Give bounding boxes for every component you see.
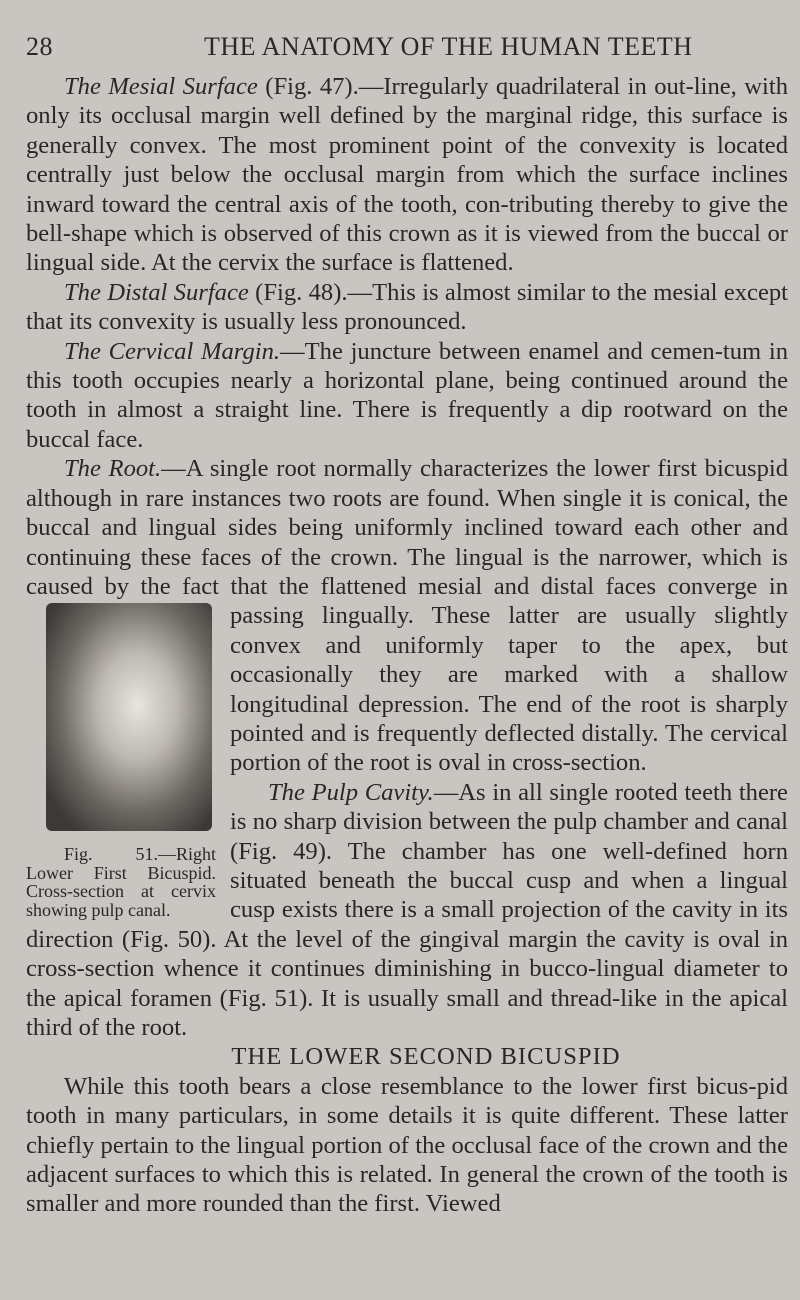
lead-pulp: The Pulp Cavity. bbox=[268, 778, 434, 806]
text-cervical: —The juncture between enamel and cemen-tum in this tooth occupies nearly a horizontal plane, being continued around the tooth in almost a straight line. There is frequently a dip rootward on the buccal face. bbox=[26, 337, 788, 453]
running-title: THE ANATOMY OF THE HUMAN TEETH bbox=[204, 32, 693, 61]
lead-mesial: The Mesial Surface bbox=[64, 73, 258, 100]
section-heading: THE LOWER SECOND BICUSPID bbox=[231, 1043, 621, 1071]
lead-cervical: The Cervical Margin. bbox=[64, 337, 281, 365]
lead-distal: The Distal Surface bbox=[64, 278, 249, 306]
paragraph-mesial-surface bbox=[26, 72, 788, 278]
paragraph-distal-surface bbox=[26, 278, 788, 337]
lead-root: The Root. bbox=[64, 455, 162, 483]
text-mesial: (Fig. 47).—Irregularly quadrilateral in out-line, with only its occlusal margin well defined by the marginal ridge, this surface is generally convex. The most prominent point of the convexity is located centrally just below the occlusal margin from which the surface inclines inward toward the central axis of the tooth, con-tributing thereby to give the bell-shape which is observed of this crown as it is viewed from the buccal or lingual side. At the cervix the surface is flattened. bbox=[26, 73, 788, 277]
text-root-before-figure: —A single root normally characterizes the lower first bicuspid although in rare instances two roots are found. When single it is conical, the buccal and lingual sides being uniformly inclined toward each other and continuing these faces of the crown. The lingual is the narrower, which is caused by the fact that the flattened mesial and distal faces bbox=[26, 455, 789, 600]
text-pulp: —As in all single rooted teeth there is no sharp division between the pulp chamber and canal (Fig. 49). The chamber has one well-defined horn situated beneath the buccal cusp and when a lingual cusp exists there is a small projection of the cavity in its direction (Fig. 50). At the level of the gingival margin the cavity is oval in cross-section whence it continues diminishing in bucco-lingual diameter to the apical foramen (Fig. 51). It is usually small and thread-like in the apical third of the root. bbox=[26, 778, 788, 1041]
page-number: 28 bbox=[26, 32, 53, 61]
cross-section-photo bbox=[46, 603, 212, 831]
text-distal: (Fig. 48).—This is almost similar to the mesial except that its convexity is usually less pronounced. bbox=[26, 278, 788, 336]
paragraph-cervical-margin bbox=[26, 337, 788, 455]
figure-51 bbox=[26, 603, 216, 919]
body-text bbox=[26, 72, 788, 1219]
paragraph-second-bicuspid: While this tooth bears a close resemblance to the lower first bicus-pid tooth in many particulars, in some details it is quite different. These latter chiefly pertain to the lingual portion of the occlusal face of the crown and the adjacent surfaces to which this is related. In general the crown of the tooth is smaller and more rounded than the first. Viewed bbox=[26, 1072, 788, 1218]
running-head bbox=[26, 32, 760, 72]
text-root-after-figure: converge in passing lingually. These latter are usually slightly convex and uniformly taper to the apex, but occasionally they are marked with a shallow longitudinal depression. The end of the root is sharply pointed and is frequently deflected distally. The cervical portion of the root is oval in cross-section. bbox=[230, 572, 788, 777]
figure-caption: Fig. 51.—Right Lower First Bicuspid. Cross-section at cervix showing pulp canal. bbox=[26, 844, 216, 920]
